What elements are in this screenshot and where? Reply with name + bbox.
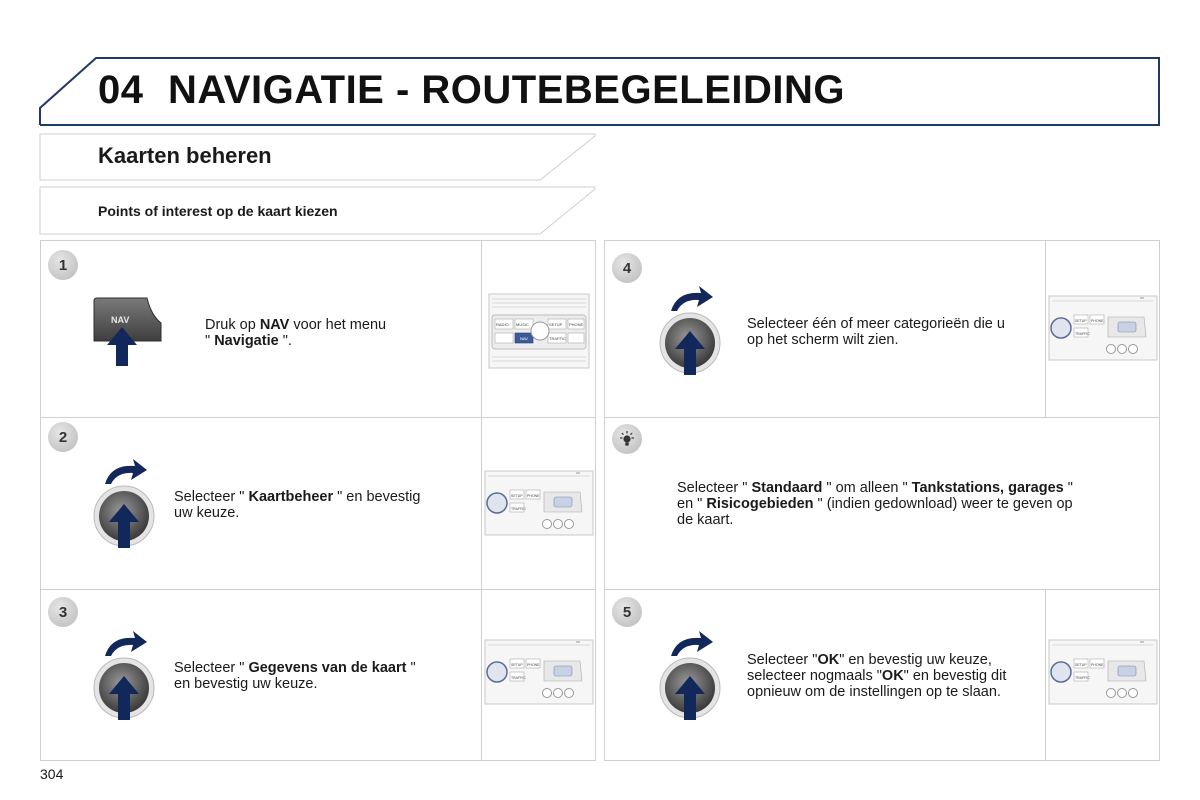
highlighted-knob — [1051, 318, 1071, 338]
step-3-badge: 3 — [48, 597, 78, 627]
step-1-badge: 1 — [48, 250, 78, 280]
step-3-image-cell — [481, 590, 595, 760]
svg-text:PHONE: PHONE — [527, 663, 540, 667]
svg-text:PHONE: PHONE — [1091, 663, 1104, 667]
svg-text:SETUP: SETUP — [1075, 319, 1087, 323]
svg-text:SETUP: SETUP — [511, 663, 523, 667]
step-4-cell — [604, 240, 1160, 418]
chapter-title: NAVIGATIE - ROUTEBEGELEIDING — [168, 68, 845, 112]
section-subtitle: Points of interest op de kaart kiezen — [98, 203, 338, 219]
svg-text:RADIO: RADIO — [496, 322, 509, 327]
step-2-image-cell — [481, 418, 595, 589]
page-number: 304 — [40, 766, 64, 782]
rotate-arrow-icon — [671, 631, 713, 656]
step-5-image-cell — [1045, 590, 1159, 760]
step-1-image-cell — [481, 241, 595, 417]
step-3-text: Selecteer " Gegevens van de kaart " en bevestig uw keuze. — [174, 660, 416, 692]
svg-text:TRAFFIC: TRAFFIC — [511, 507, 526, 511]
svg-text:PHONE: PHONE — [1091, 319, 1104, 323]
radio-panel-knob — [1048, 295, 1158, 361]
svg-text:TRAFFIC: TRAFFIC — [1075, 676, 1090, 680]
step-2-cell — [40, 417, 596, 590]
nav-button-label: NAV — [111, 315, 130, 325]
rotate-arrow-icon — [105, 459, 147, 484]
rotary-knob-illustration — [657, 283, 727, 383]
rotate-arrow-icon — [671, 286, 713, 311]
bulb-icon — [618, 430, 636, 448]
radio-panel-knob — [1048, 639, 1158, 705]
step-1-text: Druk op NAV voor het menu " Navigatie ". — [205, 317, 387, 349]
tip-cell — [604, 417, 1160, 590]
tip-bulb-icon — [612, 424, 642, 454]
rotary-knob-illustration — [657, 628, 727, 728]
highlighted-knob — [487, 493, 507, 513]
step-2-text: Selecteer " Kaartbeheer " en bevestig uw keuze. — [174, 489, 421, 521]
rotary-knob-illustration — [91, 628, 161, 728]
rotate-arrow-icon — [105, 631, 147, 656]
step-3-cell — [40, 589, 596, 761]
svg-text:NAV: NAV — [520, 336, 528, 341]
svg-text:SETUP: SETUP — [549, 322, 563, 327]
radio-panel-knob — [484, 470, 594, 536]
rotary-knob-illustration — [91, 456, 161, 556]
tip-text: Selecteer " Standaard " om alleen " Tankstations, garages " en " Risicogebieden " (indien gedownload) weer te geven op de kaart. — [677, 480, 1073, 528]
radio-panel-knob — [484, 639, 594, 705]
svg-text:TRAFFIC: TRAFFIC — [549, 336, 566, 341]
step-4-text: Selecteer één of meer categorieën die u op het scherm wilt zien. — [747, 316, 1005, 348]
step-2-badge: 2 — [48, 422, 78, 452]
chapter-number: 04 — [98, 68, 144, 112]
step-1-cell — [40, 240, 596, 418]
svg-text:SETUP: SETUP — [511, 494, 523, 498]
svg-text:SETUP: SETUP — [1075, 663, 1087, 667]
step-4-image-cell — [1045, 241, 1159, 417]
svg-text:PHONE: PHONE — [569, 322, 584, 327]
nav-button-illustration — [91, 293, 181, 371]
step-4-badge: 4 — [612, 253, 642, 283]
radio-panel-nav — [488, 293, 590, 369]
highlighted-knob — [487, 662, 507, 682]
section-title: Kaarten beheren — [98, 143, 272, 168]
svg-text:TRAFFIC: TRAFFIC — [1075, 332, 1090, 336]
svg-text:PHONE: PHONE — [527, 494, 540, 498]
highlighted-knob — [1051, 662, 1071, 682]
step-5-cell — [604, 589, 1160, 761]
svg-text:TRAFFIC: TRAFFIC — [511, 676, 526, 680]
step-5-text: Selecteer "OK" en bevestig uw keuze, selecteer nogmaals "OK" en bevestig dit opnieuw om de instellingen op te slaan. — [747, 652, 1007, 700]
step-5-badge: 5 — [612, 597, 642, 627]
svg-text:MUSIC: MUSIC — [516, 322, 529, 327]
